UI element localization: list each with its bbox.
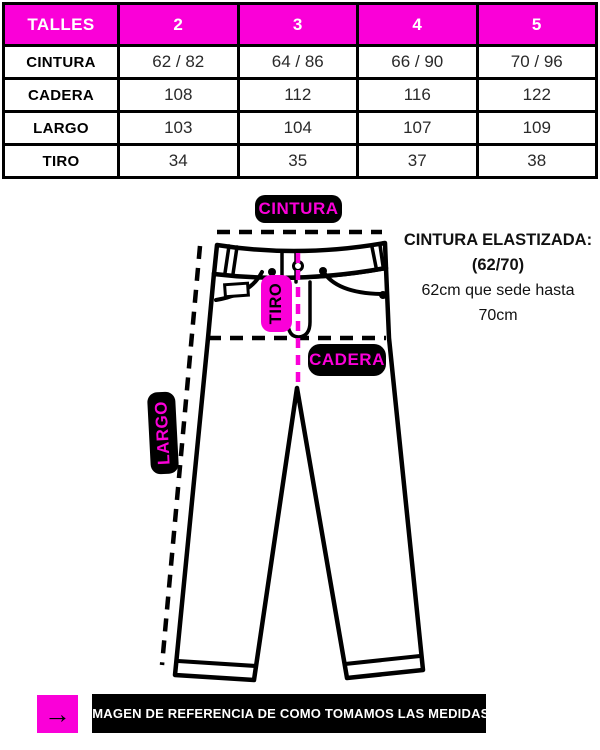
right-arrow-icon: → <box>44 698 71 729</box>
cintura-label-tag <box>255 195 342 223</box>
rivet-dot-side <box>379 291 387 299</box>
cadera-label-text: CADERA <box>309 350 385 369</box>
note-line-4: 70cm <box>478 307 518 324</box>
tiro-value-size4: 37 <box>358 145 478 178</box>
watch-pocket <box>225 283 249 297</box>
row-label-tiro: TIRO <box>4 145 119 178</box>
row-label-largo: LARGO <box>4 112 119 145</box>
cadera-value-size4: 116 <box>358 79 478 112</box>
note-line-1: CINTURA ELASTIZADA: <box>403 231 593 249</box>
rivet-dot-right <box>319 267 327 275</box>
largo-label-text: LARGO <box>151 400 174 466</box>
tiro-value-size5: 38 <box>477 145 597 178</box>
cadera-value-size3: 112 <box>238 79 358 112</box>
tiro-label-text: TIRO <box>267 282 285 325</box>
cadera-value-size5: 122 <box>477 79 597 112</box>
cintura-value-size3: 64 / 86 <box>238 46 358 79</box>
tiro-label-tag <box>261 275 292 332</box>
header-size-2: 2 <box>119 4 239 46</box>
cintura-value-size4: 66 / 90 <box>358 46 478 79</box>
largo-value-size3: 104 <box>238 112 358 145</box>
largo-value-size5: 109 <box>477 112 597 145</box>
footer-banner-text: IMAGEN DE REFERENCIA DE COMO TOMAMOS LAS MEDIDAS <box>88 706 490 721</box>
row-label-cadera: CADERA <box>4 79 119 112</box>
tiro-value-size3: 35 <box>238 145 358 178</box>
header-talles: TALLES <box>4 4 119 46</box>
largo-label-tag <box>147 391 179 474</box>
cintura-value-size2: 62 / 82 <box>119 46 239 79</box>
elastic-waist-note <box>398 228 598 328</box>
tiro-value-size2: 34 <box>119 145 239 178</box>
header-size-3: 3 <box>238 4 358 46</box>
cintura-value-size5: 70 / 96 <box>477 46 597 79</box>
header-size-5: 5 <box>477 4 597 46</box>
largo-value-size4: 107 <box>358 112 478 145</box>
note-line-3: 62cm que sede hasta <box>421 282 575 299</box>
cadera-value-size2: 108 <box>119 79 239 112</box>
cintura-label-text: CINTURA <box>258 199 339 218</box>
cadera-label-tag <box>308 344 386 376</box>
row-label-cintura: CINTURA <box>4 46 119 79</box>
footer-arrow-box <box>37 695 78 733</box>
footer-reference-banner <box>88 694 490 733</box>
header-size-4: 4 <box>358 4 478 46</box>
note-line-2: (62/70) <box>471 256 525 274</box>
largo-value-size2: 103 <box>119 112 239 145</box>
